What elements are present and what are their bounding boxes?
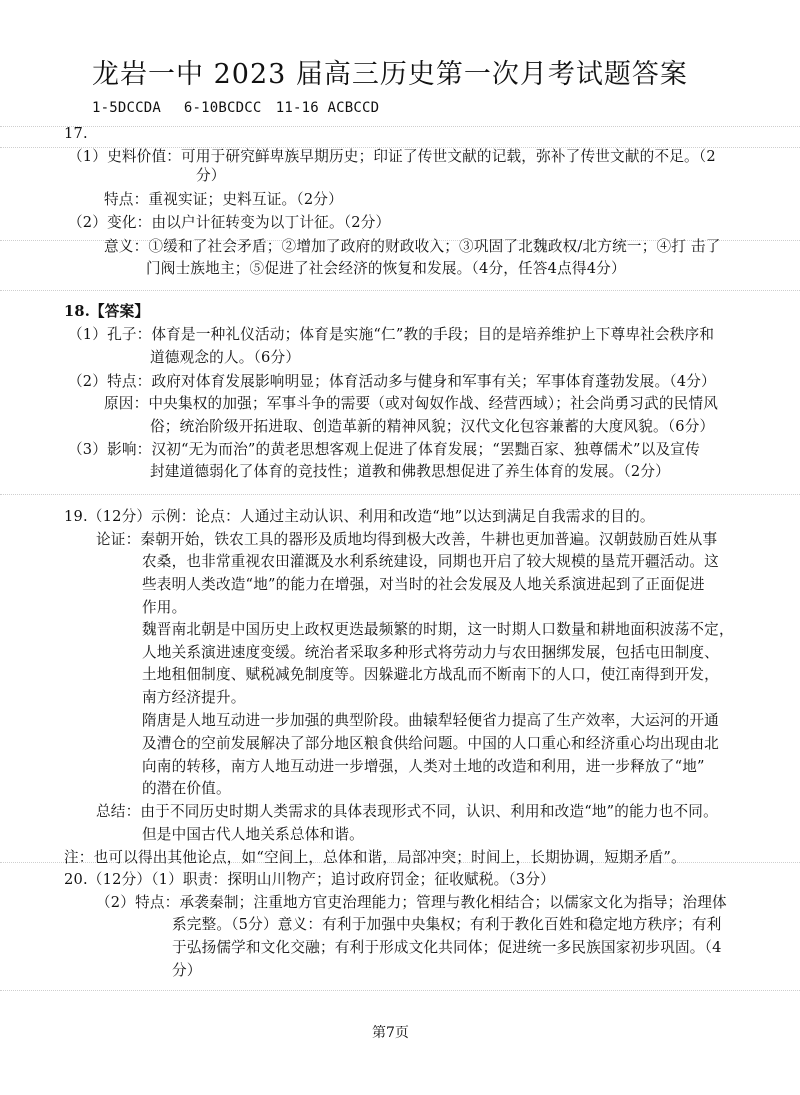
q19-line6: 魏晋南北朝是中国历史上政权更迭最频繁的时期，这一时期人口数量和耕地面积波荡不定，: [142, 621, 734, 638]
q20-line1: 20.（12分）（1）职责：探明山川物产；追讨政府罚金；征收赋税。（3分）: [64, 871, 555, 888]
q19-note: 注：也可以得出其他论点，如“空间上，总体和谐，局部冲突；时间上，长期协调，短期矛盾”。: [64, 849, 686, 866]
q19-line3: 农桑，也非常重视农田灌溉及水利系统建设，同期也开启了较大规模的垦荒开疆活动。这: [142, 553, 719, 570]
q19-line13: 的潜在价值。: [142, 780, 231, 797]
page-number: 第7页: [372, 1025, 409, 1041]
q18-heading: 18.【答案】: [64, 303, 150, 320]
q19-line4: 些表明人类改造“地”的能力在增强，对当时的社会发展及人地关系演进起到了正面促进: [142, 576, 705, 593]
q19-line10: 隋唐是人地互动进一步加强的典型阶段。曲辕犁轻便省力提高了生产效率，大运河的开通: [142, 712, 719, 729]
q18-line7: 封建道德弱化了体育的竞技性；道教和佛教思想促进了养生体育的发展。（2分）: [150, 463, 670, 480]
q17-part2-line1: （2）变化：由以户计征转变为以丁计征。（2分）: [68, 214, 391, 231]
q18-line3: （2）特点：政府对体育发展影响明显；体育活动多与健身和军事有关；军事体育蓬勃发展。（4分）: [68, 373, 716, 390]
mc-answers: 1-5DCCDA 6-10BCDCC 11-16 ACBCCD: [92, 100, 380, 116]
q17-part1-line3: 特点：重视实证；史料互证。（2分）: [104, 191, 343, 208]
q17-number: 17.: [64, 125, 88, 142]
q19-line1: 19.（12分）示例：论点：人通过主动认识、利用和改造“地”以达到满足自我需求的目的。: [64, 508, 655, 525]
q19-line5: 作用。: [142, 599, 187, 616]
q17-part1-line1: （1）史料价值：可用于研究鲜卑族早期历史；印证了传世文献的记载，弥补了传世文献的不足。（2: [68, 148, 716, 165]
scan-guide-line: [0, 126, 800, 127]
scan-guide-line: [0, 990, 800, 991]
q19-line12: 向南的转移，南方人地互动进一步增强，人类对土地的改造和利用，进一步释放了“地”: [142, 758, 705, 775]
q18-line1: （1）孔子：体育是一种礼仪活动；体育是实施“仁”教的手段；目的是培养维护上下尊卑社会秩序和: [68, 326, 715, 343]
scan-guide-line: [0, 290, 800, 291]
q17-part2-line3: 门阀士族地主；⑤促进了社会经济的恢复和发展。（4分，任答4点得4分）: [146, 260, 626, 277]
q19-line15: 但是中国古代人地关系总体和谐。: [142, 826, 364, 843]
q19-line8: 土地租佃制度、赋税减免制度等。因躲避北方战乱而不断南下的人口，使江南得到开发，: [142, 666, 719, 683]
q17-part1-line2: 分）: [196, 167, 226, 184]
q18-line6: （3）影响：汉初“无为而治”的黄老思想客观上促进了体育发展；“罢黜百家、独尊儒术”以及宣传: [68, 441, 700, 458]
scan-guide-line: [0, 494, 800, 495]
q19-line14: 总结：由于不同历史时期人类需求的具体表现形式不同，认识、利用和改造“地”的能力也不同。: [96, 803, 718, 820]
q19-line7: 人地关系演进速度变缓。统治者采取多种形式将劳动力与农田捆绑发展，包括屯田制度、: [142, 644, 719, 661]
q20-line2: （2）特点：承袭秦制；注重地方官吏治理能力；管理与教化相结合；以儒家文化为指导；治理体: [96, 894, 727, 911]
q19-line2: 论证：秦朝开始，铁农工具的器形及质地均得到极大改善，牛耕也更加普遍。汉朝鼓励百姓从事: [96, 531, 718, 548]
q20-line3: 系完整。（5分）意义：有利于加强中央集权；有利于教化百姓和稳定地方秩序；有利: [172, 916, 722, 933]
q18-line4: 原因：中央集权的加强；军事斗争的需要（或对匈奴作战、经营西域）；社会尚勇习武的民情风: [104, 395, 719, 412]
page-title: 龙岩一中 2023 届高三历史第一次月考试题答案: [92, 59, 688, 90]
q18-line5: 俗；统治阶级开拓进取、创造革新的精神风貌；汉代文化包容兼蓄的大度风貌。（6分）: [150, 418, 715, 435]
q20-line4: 于弘扬儒学和文化交融；有利于形成文化共同体；促进统一多民族国家初步巩固。（4: [172, 939, 722, 956]
q20-line5: 分）: [172, 962, 202, 979]
q19-line11: 及漕仓的空前发展解决了部分地区粮食供给问题。中国的人口重心和经济重心均出现由北: [142, 735, 719, 752]
q17-part2-line2: 意义：①缓和了社会矛盾；②增加了政府的财政收入；③巩固了北魏政权/北方统一；④打 击了: [104, 238, 721, 255]
q18-line2: 道德观念的人。（6分）: [150, 349, 301, 366]
q19-line9: 南方经济提升。: [142, 689, 246, 706]
